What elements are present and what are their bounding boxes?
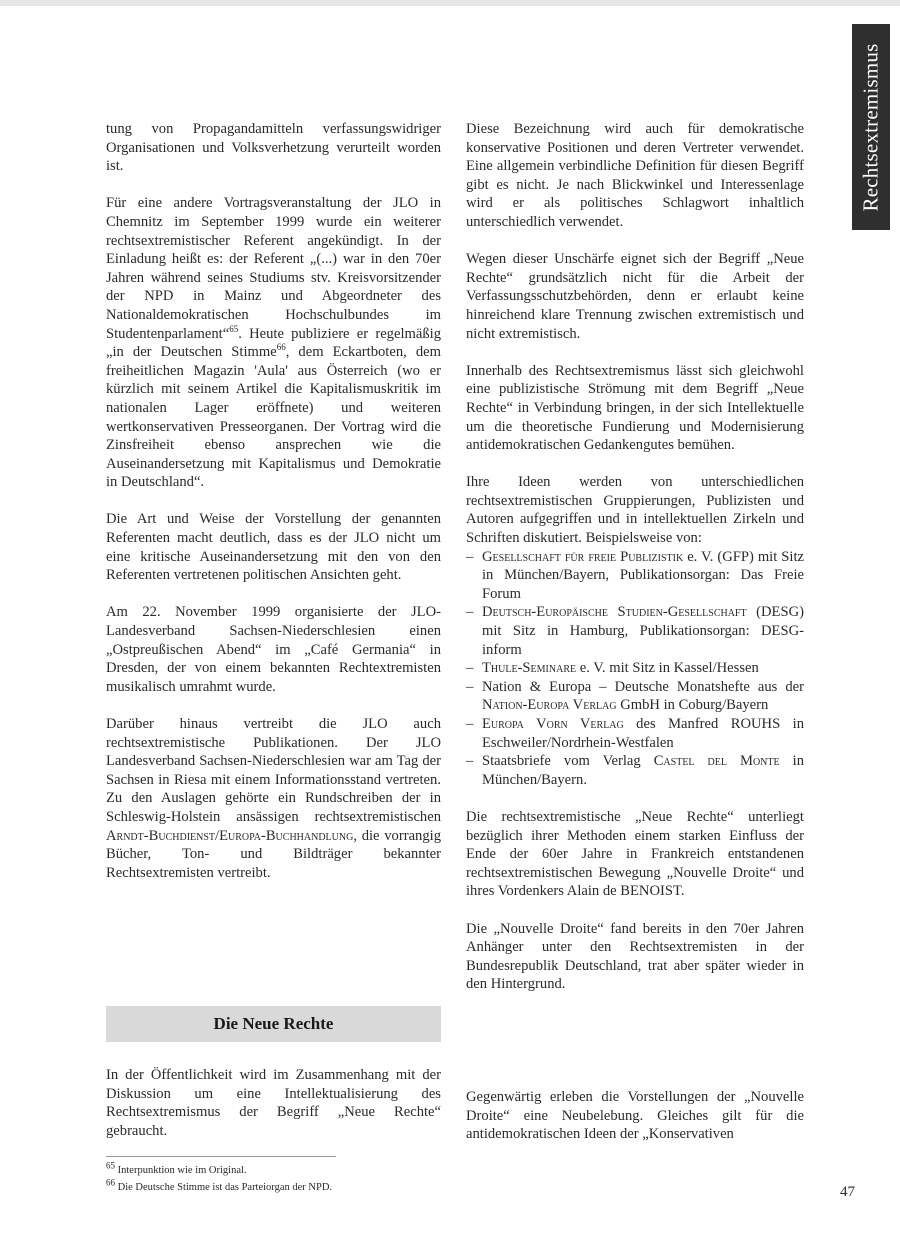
list-item-rest: e. V. mit Sitz in Kassel/Hessen bbox=[576, 660, 759, 677]
list-item bbox=[466, 715, 804, 752]
list-item-rest: (DESG) mit Sitz in Hamburg, Publikationsorgan: DESG-inform bbox=[482, 604, 804, 658]
list-item bbox=[466, 548, 804, 604]
list-item-name: Deutsch-Europäische Studien-Gesellschaft bbox=[482, 604, 747, 621]
footnote-text: Die Deutsche Stimme ist das Parteiorgan der NPD. bbox=[115, 1182, 333, 1193]
list-item-rest: e. V. (GFP) mit Sitz in München/Bayern, Publikationsorgan: Das Freie Forum bbox=[482, 548, 804, 602]
right-paragraph-3: Innerhalb des Rechtsextremismus lässt sich gleichwohl eine publizistische Strömung mit dem Begriff „Neue Rechte“ in Verbindung bringen, in der sich Intellektuelle um die theoretische Fundierung und Modernisierung antidemokratischen Gedankengutes bemühen. bbox=[466, 362, 804, 454]
list-item-prefix: Nation & Europa – Deutsche Monatshefte aus der bbox=[482, 678, 804, 695]
list-item bbox=[466, 678, 804, 715]
left-paragraph-5-part-a: Darüber hinaus vertreibt die JLO auch rechtsextremistische Publikationen. Der JLO Landesverband Sachsen-Niederschlesien war am Tag der Sachsen in Riesa mit einem Informationsstand vertreten. Zu den Auslagen gehörte ein Rundschreiben der in Schleswig-Holstein ansässigen rechtsextremistischen bbox=[106, 716, 441, 825]
left-paragraph-5-smallcaps: Arndt-Buchdienst/Europa-Buchhandlung bbox=[106, 827, 354, 844]
list-item bbox=[466, 603, 804, 659]
footnote-number: 66 bbox=[106, 1177, 115, 1188]
list-item-name: Thule-Seminare bbox=[482, 660, 577, 677]
left-paragraph-4: Am 22. November 1999 organisierte der JLO-Landesverband Sachsen-Niederschlesien einen „Ostpreußischen Abend“ im „Café Germania“ in Dresden, der von einem bekannten Rechtextremisten musikalisch umrahmt wurde. bbox=[106, 604, 441, 695]
list-item-rest: GmbH in Coburg/Bayern bbox=[616, 697, 769, 714]
right-bottom-paragraph: Gegenwärtig erleben die Vorstellungen der „Nouvelle Droite“ eine Neubelebung. Gleiches gilt für die antidemokratischen Ideen der „Konservativen bbox=[466, 1089, 804, 1143]
right-column bbox=[466, 120, 804, 1013]
section-heading: Die Neue Rechte bbox=[213, 1014, 334, 1033]
top-edge-line bbox=[0, 0, 900, 6]
page-number: 47 bbox=[840, 1184, 855, 1200]
list-item bbox=[466, 752, 804, 789]
left-bottom-paragraph: In der Öffentlichkeit wird im Zusammenhang mit der Diskussion um eine Intellektualisierung des Rechtsextremismus der Begriff „Neue Rechte“ gebraucht. bbox=[106, 1067, 441, 1139]
list-item-prefix: Staatsbriefe vom Verlag bbox=[482, 753, 654, 770]
right-paragraph-4: Ihre Ideen werden von unterschiedlichen rechtsextremistischen Gruppierungen, Publizisten und Autoren aufgegriffen und in intellektuellen Zirkeln und Schriften diskutiert. Beispielsweise von: bbox=[466, 474, 804, 547]
right-paragraph-6: Die „Nouvelle Droite“ fand bereits in den 70er Jahren Anhänger unter den Rechtsextremisten in der Bundesrepublik Deutschland, trat aber später wieder in den Hintergrund. bbox=[466, 920, 804, 993]
footnotes bbox=[106, 1162, 506, 1196]
list-item-rest: des Manfred ROUHS in Eschweiler/Nordrhein-Westfalen bbox=[482, 716, 804, 751]
list-item-name: Europa Vorn Verlag bbox=[482, 716, 624, 732]
list-item-name: Castel del Monte bbox=[653, 753, 780, 770]
footnote-text: Interpunktion wie im Original. bbox=[115, 1165, 247, 1176]
left-paragraph-2-part-a: Für eine andere Vortragsveranstaltung der JLO in Chemnitz im September 1999 wurde ein weiterer rechtsextremistischer Referent angekündigt. In der Einladung heißt es: der Referent „(...) war in den 70er Jahren während seines Studiums stv. Kreisvorsitzender der NPD in Mainz und Abgeordneter des Nationaldemokratischen Hochschulbundes im Studentenparlament“ bbox=[106, 195, 441, 342]
left-paragraph-5-part-b: , die vorrangig Bücher, Ton- und Bildträger bekannter Rechtsextremisten vertreibt. bbox=[106, 827, 441, 881]
list-item-name: Nation-Europa Verlag bbox=[482, 697, 617, 714]
left-paragraph-3: Die Art und Weise der Vorstellung der genannten Referenten macht deutlich, dass es der JLO nicht um eine kritische Auseinandersetzung mit den von den Referenten vertretenen politischen Ansichten geht. bbox=[106, 511, 441, 584]
section-side-tab bbox=[852, 24, 890, 230]
footnote-number: 65 bbox=[106, 1160, 115, 1171]
left-paragraph-2 bbox=[106, 194, 441, 492]
footnote-divider bbox=[106, 1156, 336, 1157]
left-paragraph-2-part-c: , dem Eckartboten, dem freiheitlichen Magazin 'Aula' aus Österreich (wo er kürzlich mit seinem Artikel die Kapitalismuskritik im nationalen Lager eröffnete) und weiteren wertkonservativen Presseorganen. Der Vortrag wird die Zinsfreiheit ebenso ansprechen wie die Auseinandersetzung mit Kapitalismus und Demokratie in Deutschland“. bbox=[106, 344, 441, 491]
left-paragraph-5 bbox=[106, 715, 441, 882]
section-side-tab-label: Rechtsextremismus bbox=[858, 43, 883, 211]
footnote-ref-65: 65 bbox=[229, 323, 239, 334]
list-item bbox=[466, 659, 804, 678]
organisation-list bbox=[466, 548, 804, 790]
list-item-rest: in München/Bayern. bbox=[482, 753, 805, 788]
left-paragraph-2-part-b: . Heute publiziere er regelmäßig „in der Deutschen Stimme bbox=[106, 325, 441, 361]
left-paragraph-1: tung von Propagandamitteln verfassungswidriger Organisationen und Volksverhetzung verurteilt worden ist. bbox=[106, 121, 441, 175]
footnote-66 bbox=[106, 1179, 506, 1196]
list-item-name: Gesellschaft für freie Publizistik bbox=[482, 548, 684, 565]
right-paragraph-1: Diese Bezeichnung wird auch für demokratische konservative Positionen und deren Vertreter verwendet. Eine allgemein verbindliche Definition für diesen Begriff gibt es nicht. Je nach Blickwinkel und Interessenlage wird er als politisches Schlagwort inhaltlich unterschiedlich verwendet. bbox=[466, 121, 804, 230]
section-heading-box bbox=[106, 1006, 441, 1042]
footnote-65 bbox=[106, 1162, 506, 1179]
right-paragraph-2: Wegen dieser Unschärfe eignet sich der Begriff „Neue Rechte“ grundsätzlich nicht für die Arbeit der Verfassungsschutzbehörden, denn er erlaubt keine hinreichend klare Trennung zwischen extremistisch und nicht extremistisch. bbox=[466, 251, 804, 342]
left-column bbox=[106, 120, 441, 901]
footnote-ref-66: 66 bbox=[276, 342, 286, 353]
right-paragraph-5: Die rechtsextremistische „Neue Rechte“ unterliegt bezüglich ihrer Methoden einem starken Einfluss der Ende der 60er Jahre in Frankreich entstandenen rechtsextremistischen Bewegung „Nouvelle Droite“ und ihres Vordenkers Alain de BENOIST. bbox=[466, 808, 804, 900]
